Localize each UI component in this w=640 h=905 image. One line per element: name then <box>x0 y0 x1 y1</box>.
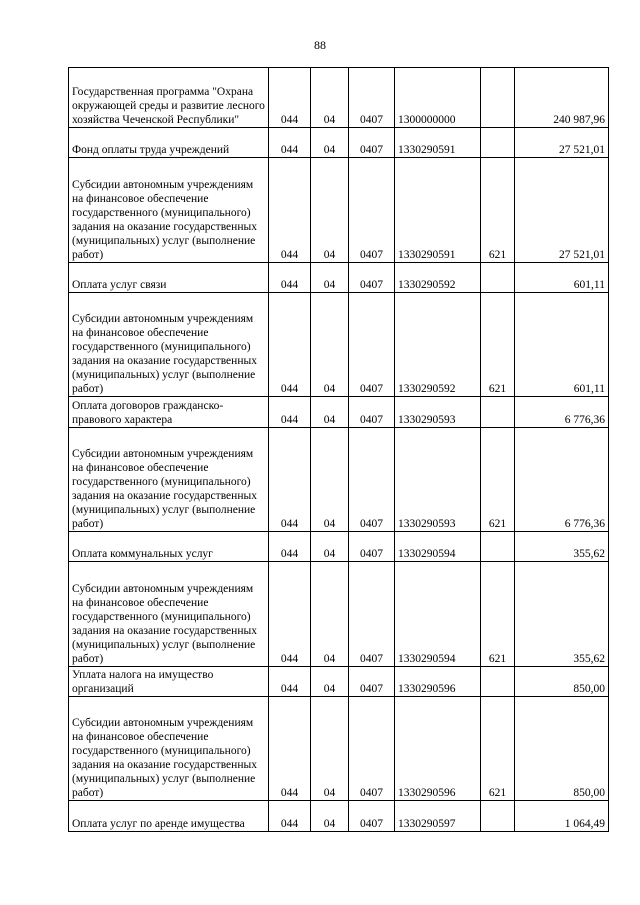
subsection-code: 0407 <box>349 128 395 158</box>
target-code: 1330290593 <box>395 428 481 532</box>
subsection-code: 0407 <box>349 293 395 397</box>
ministry-code: 044 <box>269 801 311 832</box>
target-code: 1330290591 <box>395 128 481 158</box>
table-row <box>69 562 609 667</box>
table-row <box>69 293 609 397</box>
table-row <box>69 128 609 158</box>
target-code: 1330290596 <box>395 697 481 801</box>
expense-type-code: 621 <box>481 697 515 801</box>
row-name: Оплата коммунальных услуг <box>69 532 269 562</box>
table-row <box>69 667 609 697</box>
expense-type-code: 621 <box>481 562 515 667</box>
expense-type-code <box>481 397 515 428</box>
ministry-code: 044 <box>269 128 311 158</box>
ministry-code: 044 <box>269 68 311 128</box>
target-code: 1330290592 <box>395 263 481 293</box>
section-code: 04 <box>311 801 349 832</box>
table-row <box>69 397 609 428</box>
ministry-code: 044 <box>269 667 311 697</box>
row-name: Государственная программа "Охрана окружающей среды и развитие лесного хозяйства Чеченской Республики" <box>69 68 269 128</box>
row-name: Уплата налога на имущество организаций <box>69 667 269 697</box>
ministry-code: 044 <box>269 532 311 562</box>
section-code: 04 <box>311 532 349 562</box>
row-name: Субсидии автономным учреждениям на финансовое обеспечение государственного (муниципального) задания на оказание государственных (муниципальных) услуг (выполнение работ) <box>69 697 269 801</box>
target-code: 1300000000 <box>395 68 481 128</box>
table-row <box>69 801 609 832</box>
subsection-code: 0407 <box>349 801 395 832</box>
expense-type-code <box>481 532 515 562</box>
table-row <box>69 532 609 562</box>
expense-type-code <box>481 128 515 158</box>
target-code: 1330290594 <box>395 532 481 562</box>
expense-type-code: 621 <box>481 158 515 263</box>
section-code: 04 <box>311 667 349 697</box>
row-name: Оплата услуг связи <box>69 263 269 293</box>
row-name: Субсидии автономным учреждениям на финансовое обеспечение государственного (муниципального) задания на оказание государственных (муниципальных) услуг (выполнение работ) <box>69 293 269 397</box>
amount: 6 776,36 <box>515 428 609 532</box>
amount: 850,00 <box>515 667 609 697</box>
table-row <box>69 68 609 128</box>
section-code: 04 <box>311 293 349 397</box>
row-name: Фонд оплаты труда учреждений <box>69 128 269 158</box>
expense-type-code <box>481 263 515 293</box>
section-code: 04 <box>311 158 349 263</box>
ministry-code: 044 <box>269 397 311 428</box>
subsection-code: 0407 <box>349 532 395 562</box>
subsection-code: 0407 <box>349 562 395 667</box>
table-row <box>69 158 609 263</box>
row-name: Оплата услуг по аренде имущества <box>69 801 269 832</box>
ministry-code: 044 <box>269 293 311 397</box>
row-name: Оплата договоров гражданско-правового характера <box>69 397 269 428</box>
amount: 355,62 <box>515 562 609 667</box>
expense-type-code: 621 <box>481 293 515 397</box>
ministry-code: 044 <box>269 158 311 263</box>
amount: 240 987,96 <box>515 68 609 128</box>
target-code: 1330290591 <box>395 158 481 263</box>
table-row <box>69 697 609 801</box>
ministry-code: 044 <box>269 428 311 532</box>
amount: 27 521,01 <box>515 158 609 263</box>
target-code: 1330290597 <box>395 801 481 832</box>
section-code: 04 <box>311 562 349 667</box>
row-name: Субсидии автономным учреждениям на финансовое обеспечение государственного (муниципального) задания на оказание государственных (муниципальных) услуг (выполнение работ) <box>69 562 269 667</box>
amount: 355,62 <box>515 532 609 562</box>
expense-type-code <box>481 801 515 832</box>
amount: 27 521,01 <box>515 128 609 158</box>
expense-type-code: 621 <box>481 428 515 532</box>
section-code: 04 <box>311 397 349 428</box>
ministry-code: 044 <box>269 263 311 293</box>
section-code: 04 <box>311 263 349 293</box>
target-code: 1330290592 <box>395 293 481 397</box>
section-code: 04 <box>311 128 349 158</box>
target-code: 1330290594 <box>395 562 481 667</box>
expense-type-code <box>481 667 515 697</box>
ministry-code: 044 <box>269 697 311 801</box>
amount: 850,00 <box>515 697 609 801</box>
subsection-code: 0407 <box>349 263 395 293</box>
page-number: 88 <box>314 38 326 52</box>
subsection-code: 0407 <box>349 68 395 128</box>
expense-type-code <box>481 68 515 128</box>
section-code: 04 <box>311 68 349 128</box>
table-row <box>69 428 609 532</box>
row-name: Субсидии автономным учреждениям на финансовое обеспечение государственного (муниципального) задания на оказание государственных (муниципальных) услуг (выполнение работ) <box>69 158 269 263</box>
amount: 601,11 <box>515 263 609 293</box>
row-name: Субсидии автономным учреждениям на финансовое обеспечение государственного (муниципального) задания на оказание государственных (муниципальных) услуг (выполнение работ) <box>69 428 269 532</box>
section-code: 04 <box>311 697 349 801</box>
ministry-code: 044 <box>269 562 311 667</box>
amount: 601,11 <box>515 293 609 397</box>
subsection-code: 0407 <box>349 667 395 697</box>
target-code: 1330290596 <box>395 667 481 697</box>
subsection-code: 0407 <box>349 697 395 801</box>
target-code: 1330290593 <box>395 397 481 428</box>
subsection-code: 0407 <box>349 397 395 428</box>
section-code: 04 <box>311 428 349 532</box>
subsection-code: 0407 <box>349 428 395 532</box>
subsection-code: 0407 <box>349 158 395 263</box>
budget-table <box>68 67 609 832</box>
amount: 6 776,36 <box>515 397 609 428</box>
table-row <box>69 263 609 293</box>
amount: 1 064,49 <box>515 801 609 832</box>
